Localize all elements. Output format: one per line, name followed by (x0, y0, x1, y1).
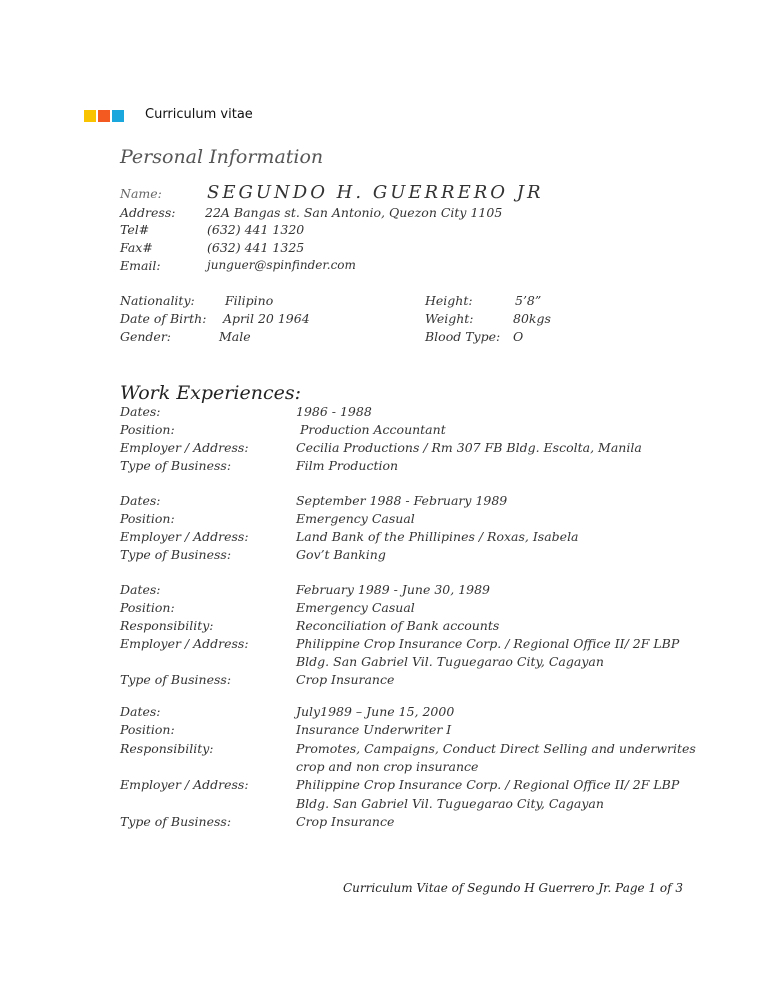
tel-label: Tel# (120, 222, 150, 237)
job-employer-value-line1: Philippine Crop Insurance Corp. / Regional Office II/ 2F LBP (296, 636, 680, 651)
job-dates-label: Dates: (120, 582, 161, 597)
blood-type-label: Blood Type: (425, 329, 501, 344)
job-business-label: Type of Business: (120, 814, 232, 829)
address-label: Address: (120, 205, 176, 220)
blood-type-value: O (513, 329, 524, 344)
name-label: Name: (120, 186, 162, 201)
job-position-value: Emergency Casual (296, 511, 415, 526)
job-business-value: Crop Insurance (296, 672, 395, 687)
weight-label: Weight: (425, 311, 474, 326)
job-position-label: Position: (120, 600, 175, 615)
yellow-square (84, 110, 96, 122)
job-dates-value: September 1988 - February 1989 (296, 493, 508, 508)
job-responsibility-label: Responsibility: (120, 618, 214, 633)
job-dates-value: 1986 - 1988 (296, 404, 372, 419)
job-employer-value: Land Bank of the Phillipines / Roxas, Isabela (296, 529, 579, 544)
job-dates-value: February 1989 - June 30, 1989 (296, 582, 491, 597)
job-position-label: Position: (120, 511, 175, 526)
gender-value: Male (219, 329, 251, 344)
document-header-title: Curriculum vitae (145, 107, 253, 122)
height-value: 5’8” (515, 293, 542, 308)
job-employer-value-line2: Bldg. San Gabriel Vil. Tuguegarao City, Cagayan (296, 654, 604, 669)
job-business-value: Crop Insurance (296, 814, 395, 829)
job-employer-label: Employer / Address: (120, 777, 249, 792)
gender-label: Gender: (120, 329, 172, 344)
job-business-label: Type of Business: (120, 547, 232, 562)
fax-label: Fax# (120, 240, 153, 255)
job-responsibility-label: Responsibility: (120, 741, 214, 756)
nationality-value: Filipino (225, 293, 274, 308)
job-position-label: Position: (120, 722, 175, 737)
job-employer-value-line1: Philippine Crop Insurance Corp. / Regional Office II/ 2F LBP (296, 777, 680, 792)
job-employer-value: Cecilia Productions / Rm 307 FB Bldg. Escolta, Manila (296, 440, 642, 455)
dob-label: Date of Birth: (120, 311, 207, 326)
page-footer: Curriculum Vitae of Segundo H Guerrero Jr. Page 1 of 3 (343, 881, 684, 895)
orange-square (98, 110, 110, 122)
personal-info-heading: Personal Information (120, 146, 324, 168)
job-dates-label: Dates: (120, 404, 161, 419)
job-employer-label: Employer / Address: (120, 440, 249, 455)
job-employer-label: Employer / Address: (120, 636, 249, 651)
job-dates-value: July1989 – June 15, 2000 (296, 704, 455, 719)
brand-squares (84, 110, 124, 122)
weight-value: 80kgs (513, 311, 551, 326)
job-responsibility-value: Reconciliation of Bank accounts (296, 618, 500, 633)
blue-square (112, 110, 124, 122)
height-label: Height: (425, 293, 473, 308)
dob-value: April 20 1964 (223, 311, 310, 326)
job-business-value: Film Production (296, 458, 399, 473)
job-business-label: Type of Business: (120, 672, 232, 687)
fax-value: (632) 441 1325 (207, 240, 305, 255)
email-value: junguer@spinfinder.com (207, 258, 356, 272)
tel-value: (632) 441 1320 (207, 222, 305, 237)
job-position-label: Position: (120, 422, 175, 437)
job-business-value: Gov’t Banking (296, 547, 386, 562)
work-experiences-heading: Work Experiences: (120, 382, 301, 404)
job-employer-label: Employer / Address: (120, 529, 249, 544)
job-position-value: Emergency Casual (296, 600, 415, 615)
job-business-label: Type of Business: (120, 458, 232, 473)
address-value: 22A Bangas st. San Antonio, Quezon City 1105 (205, 205, 503, 220)
name-value: SEGUNDO H. GUERRERO JR (207, 182, 544, 203)
job-dates-label: Dates: (120, 704, 161, 719)
job-dates-label: Dates: (120, 493, 161, 508)
nationality-label: Nationality: (120, 293, 195, 308)
job-employer-value-line2: Bldg. San Gabriel Vil. Tuguegarao City, Cagayan (296, 796, 604, 811)
job-responsibility-value-line1: Promotes, Campaigns, Conduct Direct Selling and underwrites (296, 741, 696, 756)
job-responsibility-value-line2: crop and non crop insurance (296, 759, 479, 774)
job-position-value: Production Accountant (296, 422, 446, 437)
email-label: Email: (120, 258, 161, 273)
job-position-value: Insurance Underwriter I (296, 722, 452, 737)
